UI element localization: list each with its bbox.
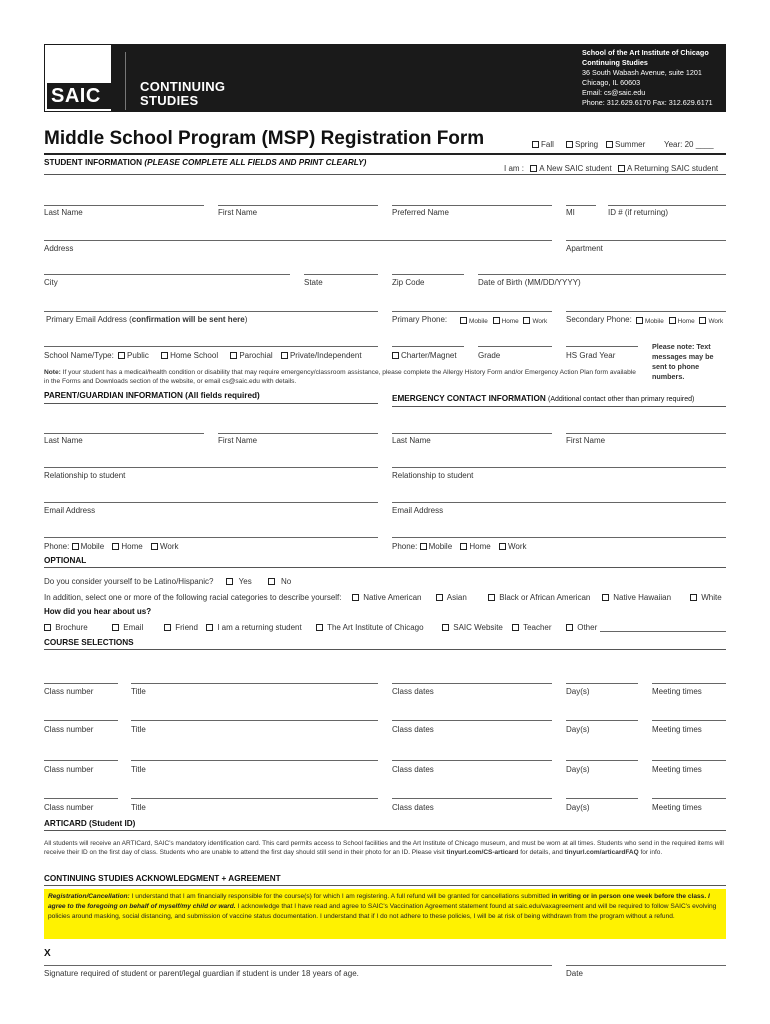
apartment-field[interactable] [566, 240, 726, 241]
courses-rule [44, 649, 726, 650]
courses-heading: COURSE SELECTIONS [44, 638, 134, 647]
id-label: ID # (if returning) [608, 208, 669, 217]
meeting-times-label: Meeting times [652, 803, 702, 812]
class-number-label: Class number [44, 803, 94, 812]
checkbox[interactable] [316, 624, 323, 631]
latino-row [44, 577, 291, 586]
city-label: City [44, 278, 58, 287]
class-dates-field[interactable] [392, 683, 552, 684]
agreement-label: Registration/Cancellation: [48, 893, 130, 900]
saic-logo [44, 44, 112, 112]
agreement-box [44, 889, 726, 939]
days-label: Day(s) [566, 687, 590, 696]
charter-checkbox[interactable] [392, 352, 399, 359]
checkbox[interactable] [532, 141, 539, 148]
latino-yes-checkbox[interactable] [226, 578, 233, 585]
parent-last-name-label: Last Name [44, 436, 83, 445]
class-number-field[interactable] [44, 760, 118, 761]
race-black[interactable] [488, 593, 590, 602]
primary-mobile-checkbox[interactable] [460, 317, 467, 324]
contact-email: Email: cs@saic.edu [582, 88, 646, 97]
hawaiian-label: Native Hawaiian [613, 593, 672, 602]
native-american-label: Native American [363, 593, 422, 602]
agreement-bold-1: in writing or in person one week before the class. [551, 893, 707, 900]
checkbox[interactable] [436, 594, 443, 601]
hear-website[interactable] [442, 623, 503, 632]
address-field[interactable] [44, 240, 552, 241]
class-dates-label: Class dates [392, 803, 434, 812]
iam-label: I am : [504, 164, 525, 173]
hear-other[interactable] [566, 623, 597, 632]
returning-label: I am a returning student [217, 623, 302, 632]
secondary-work-checkbox[interactable] [699, 317, 706, 324]
primary-work-label: Work [532, 318, 548, 325]
contact-school: School of the Art Institute of Chicago [582, 48, 709, 57]
new-student-checkbox[interactable] [530, 165, 537, 172]
home-school-label: Home School [170, 351, 219, 360]
date-label: Date [566, 969, 583, 978]
secondary-work-label: Work [708, 318, 724, 325]
title-rule [44, 153, 726, 155]
grade-label: Grade [478, 351, 501, 360]
last-name-label: Last Name [44, 208, 83, 217]
emergency-first-name-field[interactable] [566, 433, 726, 434]
asian-label: Asian [446, 593, 467, 602]
id-field[interactable] [608, 205, 726, 206]
articard-rule [44, 830, 726, 831]
emergency-heading-text: EMERGENCY CONTACT INFORMATION [392, 394, 546, 403]
days-label: Day(s) [566, 725, 590, 734]
private-label: Private/Independent [289, 351, 362, 360]
checkbox[interactable] [566, 624, 573, 631]
term-spring[interactable] [566, 140, 598, 149]
secondary-phone-field[interactable] [566, 311, 726, 312]
days-label: Day(s) [566, 765, 590, 774]
articard-faq-link[interactable]: tinyurl.com/articardFAQ [564, 849, 639, 856]
hs-grad-field[interactable] [566, 346, 638, 347]
dob-field[interactable] [478, 274, 726, 275]
emergency-relationship-field[interactable] [392, 467, 726, 468]
secondary-phone-label: Secondary Phone: [566, 315, 632, 324]
signature-field[interactable] [44, 965, 552, 966]
parent-home-label: Home [121, 542, 143, 551]
class-dates-label: Class dates [392, 687, 434, 696]
days-field[interactable] [566, 683, 638, 684]
emergency-mobile-checkbox[interactable] [420, 543, 427, 550]
hs-grad-label: HS Grad Year [566, 351, 616, 360]
class-dates-field[interactable] [392, 798, 552, 799]
articard-text-b: for details, and [518, 849, 565, 856]
parent-phone-row [44, 542, 179, 551]
articard-text [44, 839, 726, 857]
medical-note [44, 368, 640, 386]
black-label: Black or African American [499, 593, 591, 602]
returning-student-checkbox[interactable] [618, 165, 625, 172]
checkbox[interactable] [566, 141, 573, 148]
grade-field[interactable] [478, 346, 552, 347]
emergency-relationship-label: Relationship to student [392, 471, 474, 480]
secondary-home-label: Home [677, 318, 695, 325]
class-number-field[interactable] [44, 720, 118, 721]
first-name-field[interactable] [218, 205, 378, 206]
primary-phone-label: Primary Phone: [392, 315, 448, 324]
emergency-work-checkbox[interactable] [499, 543, 506, 550]
charter-label: Charter/Magnet [401, 351, 457, 360]
apartment-label: Apartment [566, 244, 603, 253]
signature-label: Signature required of student or parent/legal guardian if student is under 18 years of age. [44, 969, 359, 978]
meeting-times-field[interactable] [652, 760, 726, 761]
charter-option [392, 351, 457, 360]
hear-email[interactable] [112, 623, 143, 632]
emergency-email-label: Email Address [392, 506, 444, 515]
checkbox[interactable] [206, 624, 213, 631]
contact-info [582, 48, 713, 108]
checkbox[interactable] [352, 594, 359, 601]
charter-field[interactable] [392, 346, 464, 347]
email-label-c: ) [244, 315, 248, 324]
parent-last-name-field[interactable] [44, 433, 204, 434]
zip-field[interactable] [392, 274, 464, 275]
meeting-times-label: Meeting times [652, 765, 702, 774]
school-name-field[interactable] [44, 346, 378, 347]
checkbox[interactable] [164, 624, 171, 631]
address-label: Address [44, 244, 74, 253]
contact-phone: Phone: 312.629.6170 Fax: 312.629.6171 [582, 98, 713, 107]
emergency-first-name-label: First Name [566, 436, 606, 445]
parent-email-label: Email Address [44, 506, 96, 515]
public-label: Public [127, 351, 149, 360]
emergency-heading [392, 394, 694, 403]
home-school-checkbox[interactable] [161, 352, 168, 359]
term-fall[interactable] [532, 140, 554, 149]
emergency-heading-note: (Additional contact other than primary required) [548, 396, 695, 403]
secondary-home-checkbox[interactable] [669, 317, 676, 324]
primary-home-checkbox[interactable] [493, 317, 500, 324]
term-summer-label: Summer [615, 140, 646, 149]
contact-dept: Continuing Studies [582, 58, 648, 67]
state-label: State [304, 278, 323, 287]
primary-phone-types [460, 317, 547, 325]
teacher-label: Teacher [523, 623, 552, 632]
note-text: If your student has a medical/health condition or disability that may require emergency/classroom assistance, please complete the Allergy History Form and/or Emergency Action Plan form available in the Forms and Downloads section of the website, or email cs@saic.edu with details. [44, 369, 636, 385]
agreement-heading: CONTINUING STUDIES ACKNOWLEDGMENT + AGREEMENT [44, 874, 281, 883]
hear-aic[interactable] [316, 623, 424, 632]
checkbox[interactable] [602, 594, 609, 601]
term-spring-label: Spring [575, 140, 599, 149]
checkbox[interactable] [442, 624, 449, 631]
student-rule [44, 174, 726, 175]
class-number-field[interactable] [44, 798, 118, 799]
racial-question: In addition, select one or more of the following racial categories to describe yourself: [44, 593, 342, 602]
articard-text-a: All students will receive an ARTICard, SAIC's mandatory identification card. This card permits access to School facilities and the Art Institute of Chicago museum, and must be worn at all times. Students who send in the required items will receive their ID on the first day of class. Students who are unable to attend the first day should still send in their photo for an ID. Please visit [44, 840, 724, 856]
emergency-last-name-field[interactable] [392, 433, 552, 434]
primary-phone-field[interactable] [392, 311, 552, 312]
parent-first-name-field[interactable] [218, 433, 378, 434]
dob-label: Date of Birth (MM/DD/YYYY) [478, 278, 581, 287]
parent-home-checkbox[interactable] [112, 543, 119, 550]
hear-friend[interactable] [164, 623, 198, 632]
email-label: Email [123, 623, 144, 632]
new-student-label: A New SAIC student [539, 164, 612, 173]
latino-no-checkbox[interactable] [268, 578, 275, 585]
parochial-label: Parochial [239, 351, 273, 360]
contact-street: 36 South Wabash Avenue, suite 1201 [582, 68, 702, 77]
optional-heading: OPTIONAL [44, 556, 87, 565]
emergency-home-label: Home [469, 542, 491, 551]
title-label: Title [131, 687, 146, 696]
latino-yes-label: Yes [238, 577, 252, 586]
class-dates-field[interactable] [392, 720, 552, 721]
class-number-label: Class number [44, 725, 94, 734]
zip-label: Zip Code [392, 278, 425, 287]
class-number-label: Class number [44, 765, 94, 774]
hear-question: How did you hear about us? [44, 607, 152, 616]
title-field[interactable] [131, 683, 378, 684]
days-field[interactable] [566, 760, 638, 761]
emergency-mobile-label: Mobile [428, 542, 453, 551]
date-field[interactable] [566, 965, 726, 966]
parent-relationship-field[interactable] [44, 467, 378, 468]
secondary-mobile-label: Mobile [645, 318, 664, 325]
note-label: Note: [44, 369, 61, 376]
studies-label: STUDIES [140, 93, 199, 108]
saic-logo-text: SAIC [47, 83, 111, 109]
mi-label: MI [566, 208, 575, 217]
agreement-bold-2: I agree to the foregoing on behalf of myself/my child or ward. [48, 893, 710, 910]
title-field[interactable] [131, 720, 378, 721]
student-heading-text: STUDENT INFORMATION [44, 158, 143, 167]
student-heading [44, 158, 366, 167]
white-label: White [701, 593, 722, 602]
days-label: Day(s) [566, 803, 590, 812]
returning-student-label: A Returning SAIC student [626, 164, 719, 173]
title-label: Title [131, 725, 146, 734]
parent-first-name-label: First Name [218, 436, 258, 445]
checkbox[interactable] [606, 141, 613, 148]
emergency-phone-label: Phone: [392, 542, 418, 551]
school-name-label: School Name/Type: [44, 351, 114, 360]
primary-home-label: Home [501, 318, 519, 325]
checkbox[interactable] [112, 624, 119, 631]
hear-returning[interactable] [206, 623, 302, 632]
title-label: Title [131, 765, 146, 774]
term-year[interactable]: Year: 20 ____ [664, 140, 714, 149]
meeting-times-field[interactable] [652, 798, 726, 799]
emergency-last-name-label: Last Name [392, 436, 431, 445]
primary-email-label [46, 315, 247, 324]
parent-phone-field[interactable] [44, 537, 378, 538]
hear-brochure[interactable] [44, 623, 88, 632]
title-label: Title [131, 803, 146, 812]
contact-city: Chicago, IL 60603 [582, 78, 641, 87]
latino-question: Do you consider yourself to be Latino/Hispanic? [44, 577, 214, 586]
meeting-times-field[interactable] [652, 683, 726, 684]
emergency-phone-row [392, 542, 527, 551]
parent-work-checkbox[interactable] [151, 543, 158, 550]
parent-phone-label: Phone: [44, 542, 70, 551]
other-field[interactable] [600, 631, 726, 632]
other-label: Other [577, 623, 598, 632]
emergency-home-checkbox[interactable] [460, 543, 467, 550]
meeting-times-label: Meeting times [652, 687, 702, 696]
emergency-rule [392, 406, 726, 407]
title-field[interactable] [131, 760, 378, 761]
brochure-label: Brochure [55, 623, 88, 632]
primary-work-checkbox[interactable] [523, 317, 530, 324]
race-white[interactable] [690, 593, 722, 602]
city-field[interactable] [44, 274, 290, 275]
form-title: Middle School Program (MSP) Registration Form [44, 128, 485, 149]
student-status [504, 164, 718, 173]
preferred-name-label: Preferred Name [392, 208, 449, 217]
term-summer[interactable] [606, 140, 645, 149]
meeting-times-label: Meeting times [652, 725, 702, 734]
last-name-field[interactable] [44, 205, 204, 206]
latino-no-label: No [280, 577, 292, 586]
meeting-times-field[interactable] [652, 720, 726, 721]
checkbox[interactable] [690, 594, 697, 601]
friend-label: Friend [175, 623, 198, 632]
parent-rule [44, 403, 378, 404]
secondary-phone-types [636, 317, 723, 325]
agreement-rule [44, 885, 726, 886]
parent-work-label: Work [159, 542, 179, 551]
class-number-label: Class number [44, 687, 94, 696]
parent-heading: PARENT/GUARDIAN INFORMATION (All fields required) [44, 391, 260, 400]
parent-mobile-label: Mobile [80, 542, 105, 551]
class-dates-field[interactable] [392, 760, 552, 761]
private-checkbox[interactable] [281, 352, 288, 359]
days-field[interactable] [566, 720, 638, 721]
emergency-phone-field[interactable] [392, 537, 726, 538]
checkbox[interactable] [488, 594, 495, 601]
mi-field[interactable] [566, 205, 596, 206]
continuing-label: CONTINUING [140, 79, 226, 94]
parent-email-field[interactable] [44, 502, 378, 503]
header-divider [125, 52, 126, 110]
text-message-note: Please note: Text messages may be sent to phone numbers. [652, 342, 714, 381]
continuing-studies-title [140, 80, 225, 108]
agreement-text-2: I acknowledge that I have read and agree to SAIC's Vaccination Agreement statement found at saic.edu/vaxagreement and will be required to follow SAIC's evolving policies around masking, social distancing, and submission of vaccine status documentation. I understand that if I do not adhere to these policies, I will be at risk of being withdrawn from the program without a refund. [48, 903, 717, 920]
state-field[interactable] [304, 274, 378, 275]
race-hawaiian[interactable] [602, 593, 671, 602]
agreement-text-1: I understand that I am financially responsible for the course(s) for which I am registering. A full refund will be granted for cancellations submitted [129, 893, 552, 900]
optional-rule [44, 567, 726, 568]
articard-heading: ARTICARD (Student ID) [44, 819, 136, 828]
title-field[interactable] [131, 798, 378, 799]
student-heading-note: (PLEASE COMPLETE ALL FIELDS AND PRINT CLEARLY) [144, 158, 367, 167]
race-native-american[interactable] [352, 593, 421, 602]
aic-label: The Art Institute of Chicago [327, 623, 424, 632]
email-label-a: Primary Email Address ( [46, 315, 132, 324]
email-label-b: confirmation will be sent here [131, 315, 245, 324]
class-dates-label: Class dates [392, 725, 434, 734]
website-label: SAIC Website [453, 623, 503, 632]
term-fall-label: Fall [541, 140, 554, 149]
signature-x: X [44, 948, 51, 959]
checkbox[interactable] [512, 624, 519, 631]
articard-link[interactable]: tinyurl.com/CS-articard [446, 849, 519, 856]
parent-relationship-label: Relationship to student [44, 471, 126, 480]
class-number-field[interactable] [44, 683, 118, 684]
emergency-work-label: Work [507, 542, 527, 551]
parent-mobile-checkbox[interactable] [72, 543, 79, 550]
first-name-label: First Name [218, 208, 258, 217]
parochial-checkbox[interactable] [230, 352, 237, 359]
days-field[interactable] [566, 798, 638, 799]
preferred-name-field[interactable] [392, 205, 552, 206]
checkbox[interactable] [44, 624, 51, 631]
hear-teacher[interactable] [512, 623, 552, 632]
public-checkbox[interactable] [118, 352, 125, 359]
race-asian[interactable] [436, 593, 467, 602]
primary-email-field[interactable] [44, 311, 378, 312]
header [0, 0, 770, 124]
primary-mobile-label: Mobile [469, 318, 488, 325]
secondary-mobile-checkbox[interactable] [636, 317, 643, 324]
school-type-row [44, 351, 362, 360]
articard-text-c: for info. [638, 849, 663, 856]
emergency-email-field[interactable] [392, 502, 726, 503]
class-dates-label: Class dates [392, 765, 434, 774]
